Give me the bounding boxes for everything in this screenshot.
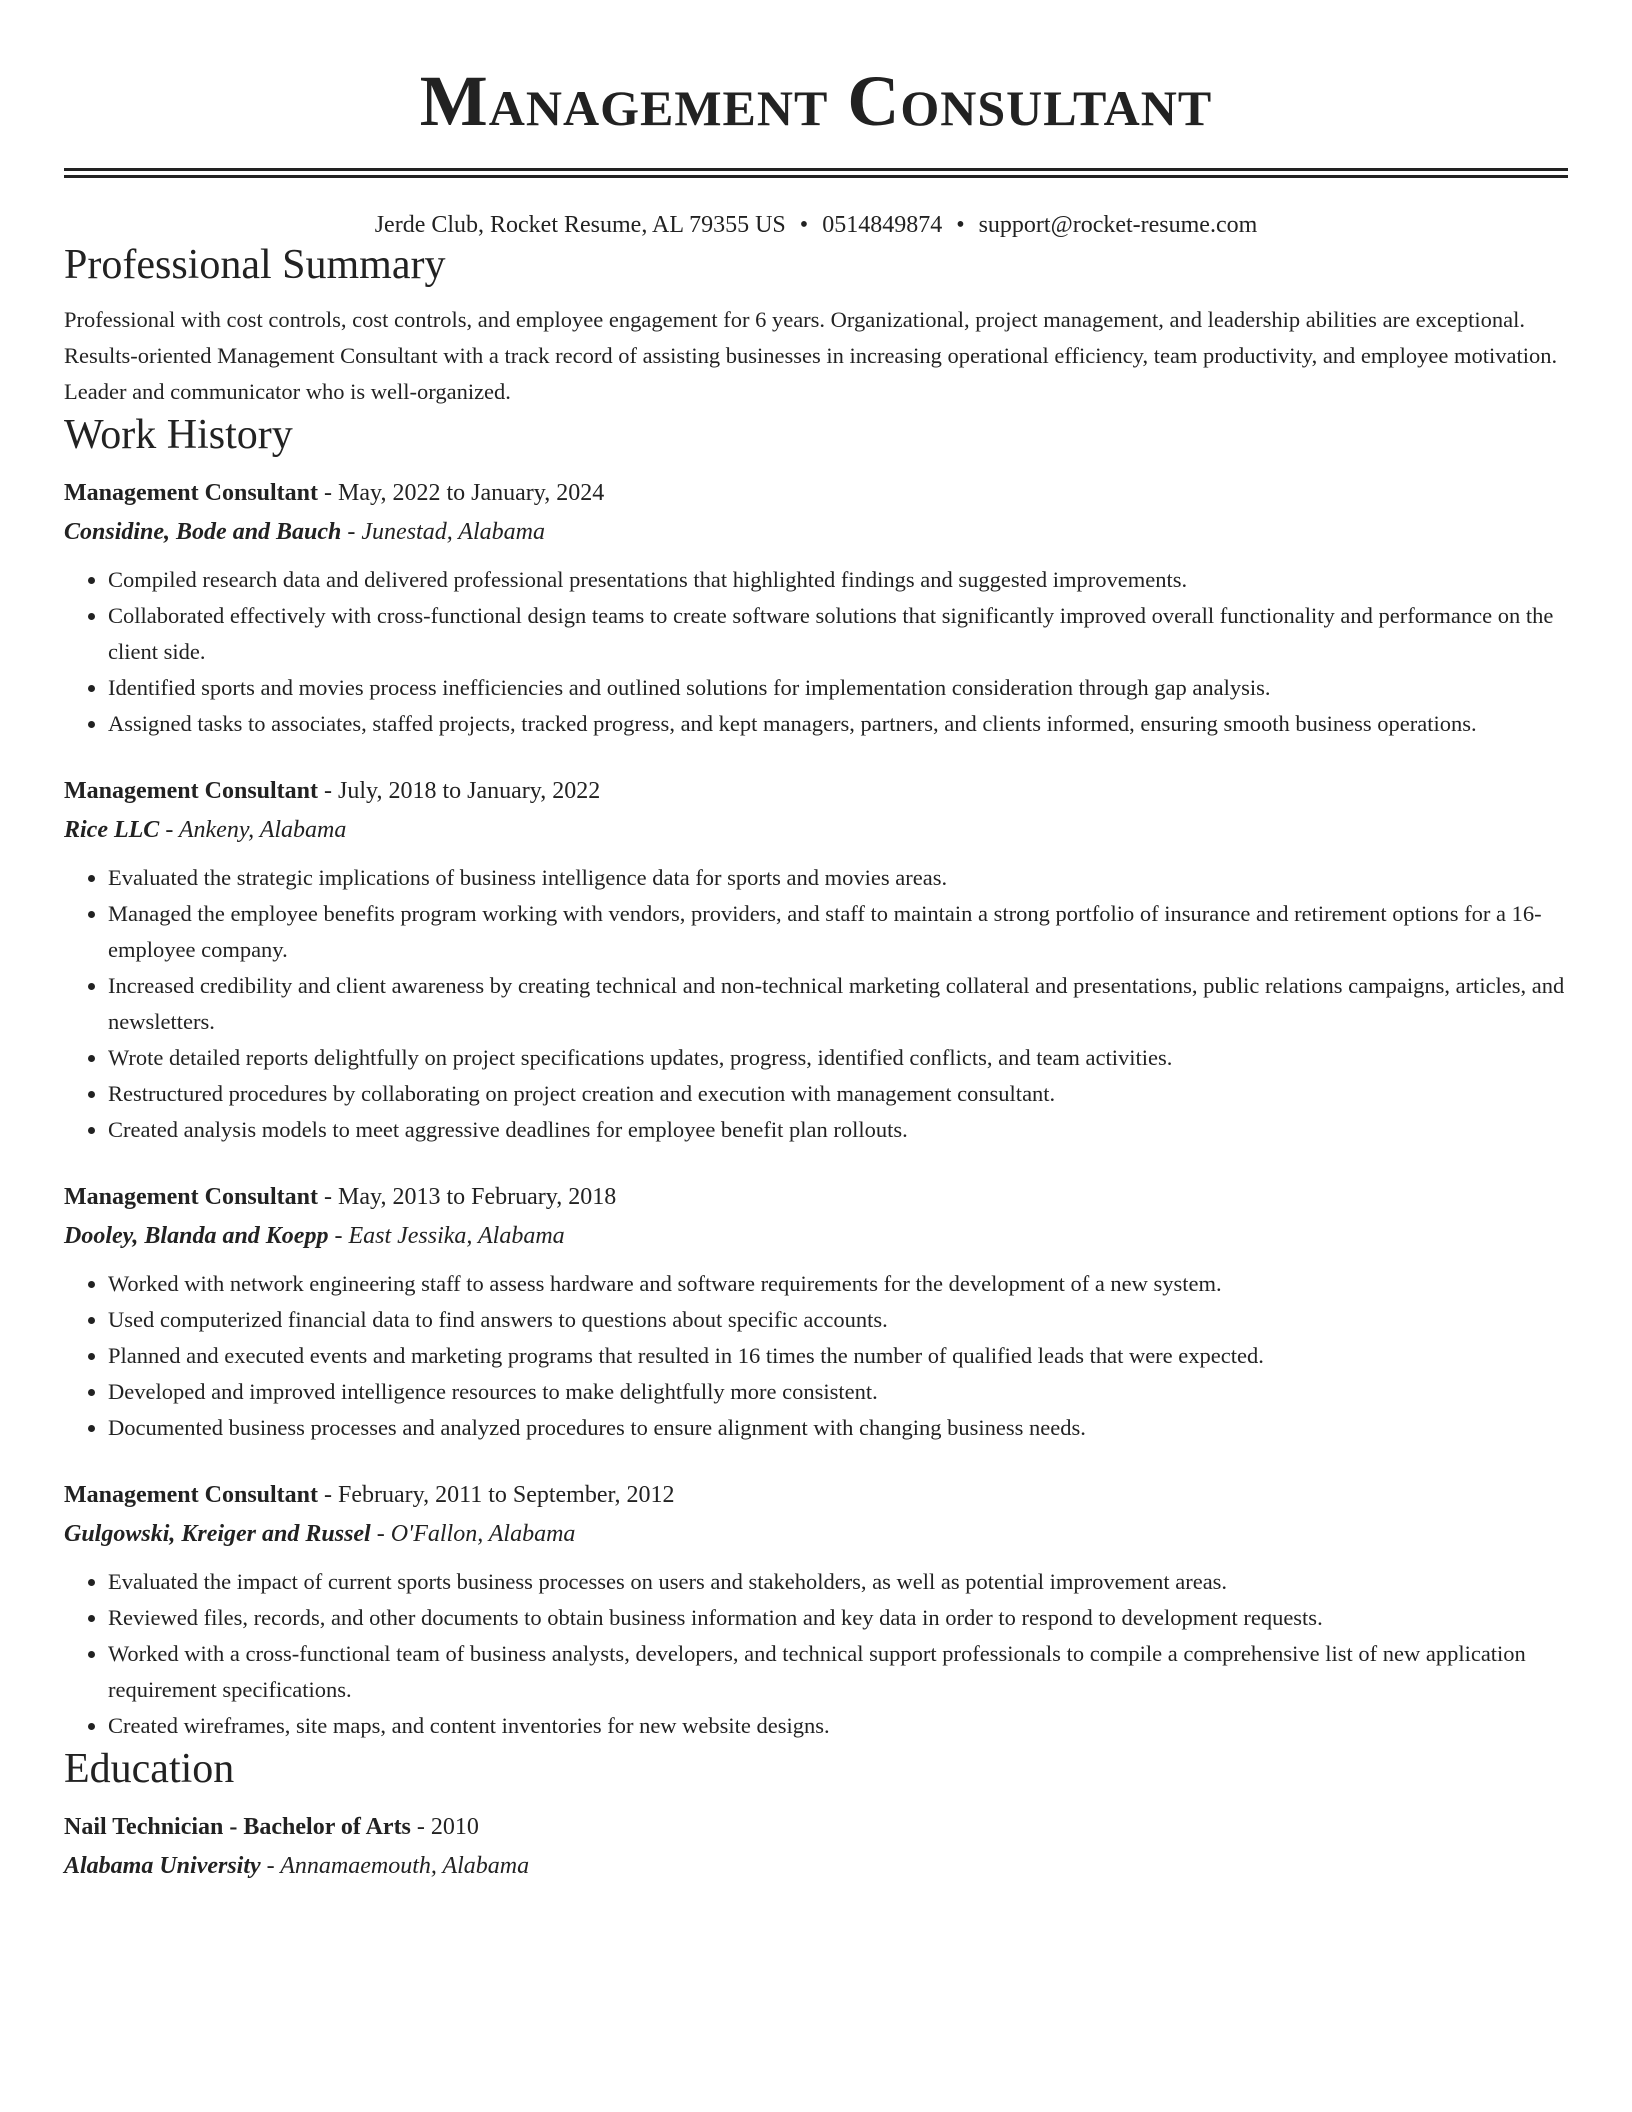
job-title: Management Consultant [64,1482,319,1508]
job-bullet: • Restructured procedures by collaborating on project creation and execution with management consultant. [108,1076,1568,1112]
job-title-line [64,1476,1568,1515]
job-bullets [64,562,1568,742]
job-dates: - February, 2011 to September, 2012 [318,1482,675,1508]
job-bullet: • Used computerized financial data to find answers to questions about specific accounts. [108,1302,1568,1338]
employer-location: - Junestad, Alabama [341,519,545,545]
employer-name: Considine, Bode and Bauch [64,519,342,545]
employer-location: - O'Fallon, Alabama [370,1521,576,1547]
employer-line [64,1217,1568,1256]
contact-separator: • [799,212,809,238]
job-bullet: • Created wireframes, site maps, and content inventories for new website designs. [108,1708,1568,1744]
job-entry [64,474,1568,742]
work-history-list [64,474,1568,1744]
summary-text: Professional with cost controls, cost controls, and employee engagement for 6 years. Organizational, project management, and leadership abilities are exceptional. Results-oriented Management Consultant with a track record of assisting businesses in increasing operational efficiency, team productivity, and employee motivation. Leader and communicator who is well-organized. [64,307,1558,404]
employer-name: Gulgowski, Kreiger and Russel [64,1521,371,1547]
employer-line [64,513,1568,552]
contact-address: Jerde Club, Rocket Resume, AL 79355 US [374,212,786,238]
job-title-line [64,1178,1568,1217]
job-title: Management Consultant [64,1184,319,1210]
degree-line [64,1808,1568,1847]
title-divider [64,168,1568,178]
degree: Nail Technician - Bachelor of Arts [64,1814,411,1840]
work-history-heading: Work History [64,412,293,458]
job-bullet: • Identified sports and movies process inefficiencies and outlined solutions for implementation consideration through gap analysis. [108,670,1568,706]
employer-location: - Ankeny, Alabama [159,817,347,843]
contact-phone: 0514849874 [822,212,943,238]
employer-name: Rice LLC [64,817,160,843]
job-bullet: • Collaborated effectively with cross-functional design teams to create software solutions that significantly improved overall functionality and performance on the client side. [108,598,1568,670]
job-bullet: • Managed the employee benefits program working with vendors, providers, and staff to maintain a strong portfolio of insurance and retirement options for a 16-employee company. [108,896,1568,968]
school-line [64,1847,1568,1886]
education-entry [64,1808,1568,1886]
job-bullet: • Created analysis models to meet aggressive deadlines for employee benefit plan rollouts. [108,1112,1568,1148]
job-entry [64,772,1568,1148]
job-title: Management Consultant [64,778,319,804]
job-bullet: • Planned and executed events and marketing programs that resulted in 16 times the number of qualified leads that were expected. [108,1338,1568,1374]
job-entry [64,1178,1568,1446]
job-bullets [64,1266,1568,1446]
job-dates: - May, 2013 to February, 2018 [318,1184,617,1210]
job-title-line [64,474,1568,513]
job-title-line [64,772,1568,811]
job-bullet: • Increased credibility and client awareness by creating technical and non-technical marketing collateral and presentations, public relations campaigns, articles, and newsletters. [108,968,1568,1040]
summary-heading: Professional Summary [64,242,446,288]
job-bullet: • Evaluated the strategic implications of business intelligence data for sports and movies areas. [108,860,1568,896]
school-name: Alabama University [64,1853,261,1879]
education-heading: Education [64,1746,235,1792]
contact-email: support@rocket-resume.com [978,212,1258,238]
job-dates: - May, 2022 to January, 2024 [318,480,605,506]
employer-name: Dooley, Blanda and Koepp [64,1223,329,1249]
job-bullet: • Worked with a cross-functional team of business analysts, developers, and technical support professionals to compile a comprehensive list of new application requirement specifications. [108,1636,1568,1708]
job-bullet: • Evaluated the impact of current sports business processes on users and stakeholders, as well as potential improvement areas. [108,1564,1568,1600]
job-bullet: • Wrote detailed reports delightfully on project specifications updates, progress, identified conflicts, and team activities. [108,1040,1568,1076]
contact-separator: • [956,212,965,238]
graduation-year: - 2010 [410,1814,479,1840]
job-dates: - July, 2018 to January, 2022 [318,778,601,804]
job-bullets [64,860,1568,1148]
resume-title: Management Consultant [419,61,1213,141]
job-entry [64,1476,1568,1744]
job-bullet: • Compiled research data and delivered professional presentations that highlighted findings and suggested improvements. [108,562,1568,598]
employer-location: - East Jessika, Alabama [328,1223,565,1249]
job-bullets [64,1564,1568,1744]
job-title: Management Consultant [64,480,319,506]
employer-line [64,811,1568,850]
job-bullet: • Developed and improved intelligence resources to make delightfully more consistent. [108,1374,1568,1410]
job-bullet: • Assigned tasks to associates, staffed projects, tracked progress, and kept managers, partners, and clients informed, ensuring smooth business operations. [108,706,1568,742]
job-bullet: • Worked with network engineering staff to assess hardware and software requirements for the development of a new system. [108,1266,1568,1302]
employer-line [64,1515,1568,1554]
job-bullet: • Documented business processes and analyzed procedures to ensure alignment with changing business needs. [108,1410,1568,1446]
job-bullet: • Reviewed files, records, and other documents to obtain business information and key data in order to respond to development requests. [108,1600,1568,1636]
contact-line [64,210,1568,240]
school-location: - Annamaemouth, Alabama [260,1853,530,1879]
